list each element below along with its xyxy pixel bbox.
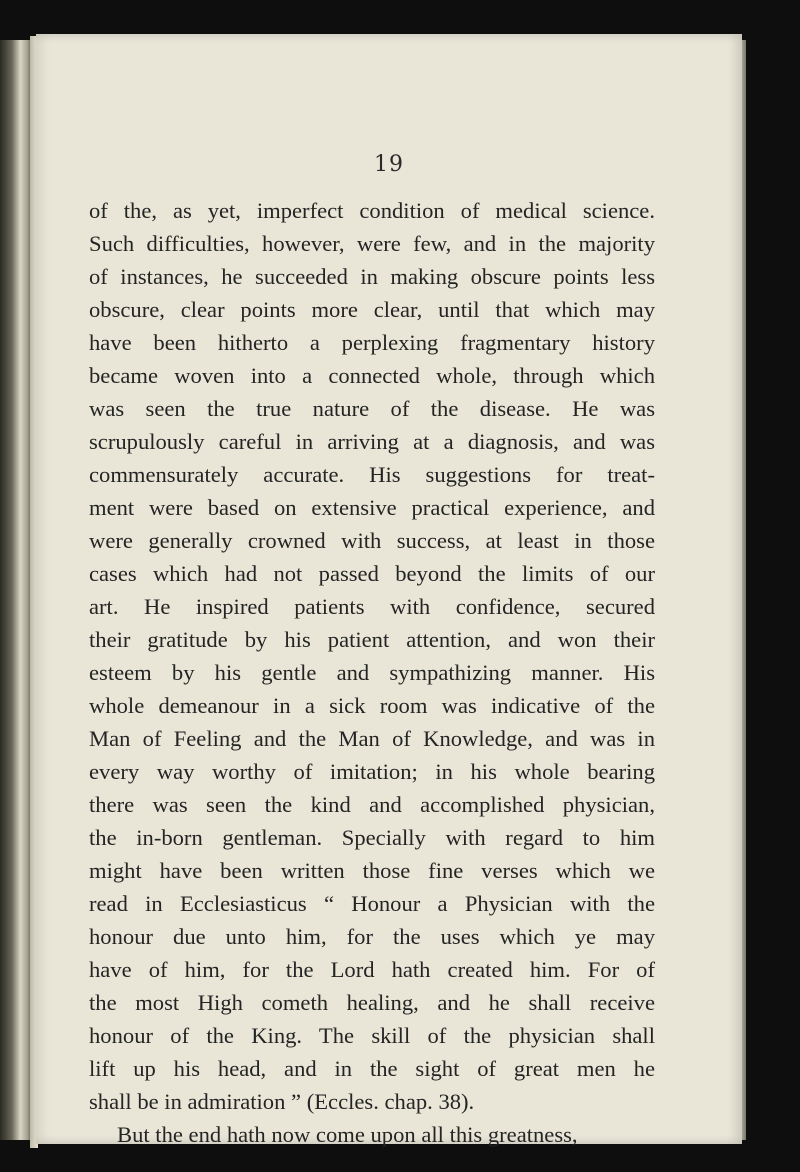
text-line: was seen the true nature of the disease. He was — [89, 396, 655, 421]
text-line: became woven into a connected whole, through which — [89, 363, 655, 388]
page-number: 19 — [374, 152, 404, 177]
text-line: of instances, he succeeded in making obscure points less — [89, 264, 655, 289]
text-line: there was seen the kind and accomplished physician, — [89, 792, 655, 817]
body-text — [89, 194, 655, 1151]
text-line: might have been written those fine verses which we — [89, 858, 655, 883]
text-line: were generally crowned with success, at least in those — [89, 528, 655, 553]
text-line: art. He inspired patients with confidence, secured — [89, 594, 655, 619]
text-line: the in-born gentleman. Specially with regard to him — [89, 825, 655, 850]
text-line: have been hitherto a perplexing fragmentary history — [89, 330, 655, 355]
text-line: every way worthy of imitation; in his whole bearing — [89, 759, 655, 784]
text-line: of the, as yet, imperfect condition of medical science. — [89, 198, 655, 223]
text-line: honour due unto him, for the uses which ye may — [89, 924, 655, 949]
text-line: honour of the King. The skill of the physician shall — [89, 1023, 655, 1048]
text-line: their gratitude by his patient attention, and won their — [89, 627, 655, 652]
text-line: whole demeanour in a sick room was indicative of the — [89, 693, 655, 718]
text-line: have of him, for the Lord hath created him. For of — [89, 957, 655, 982]
text-line: commensurately accurate. His suggestions for treat- — [89, 462, 655, 487]
text-line: the most High cometh healing, and he shall receive — [89, 990, 655, 1015]
text-line: scrupulously careful in arriving at a diagnosis, and was — [89, 429, 655, 454]
text-line: ment were based on extensive practical experience, and — [89, 495, 655, 520]
text-line: Man of Feeling and the Man of Knowledge, and was in — [89, 726, 655, 751]
text-line: But the end hath now come upon all this greatness, — [117, 1122, 578, 1147]
text-line: esteem by his gentle and sympathizing manner. His — [89, 660, 655, 685]
text-line: shall be in admiration ” (Eccles. chap. 38). — [89, 1089, 475, 1114]
text-line: lift up his head, and in the sight of great men he — [89, 1056, 655, 1081]
book-page — [36, 34, 742, 1147]
text-line: Such difficulties, however, were few, and in the majority — [89, 231, 655, 256]
text-line: cases which had not passed beyond the limits of our — [89, 561, 655, 586]
text-line: obscure, clear points more clear, until that which may — [89, 297, 655, 322]
text-line: read in Ecclesiasticus “ Honour a Physician with the — [89, 891, 655, 916]
book-binding — [0, 40, 34, 1140]
